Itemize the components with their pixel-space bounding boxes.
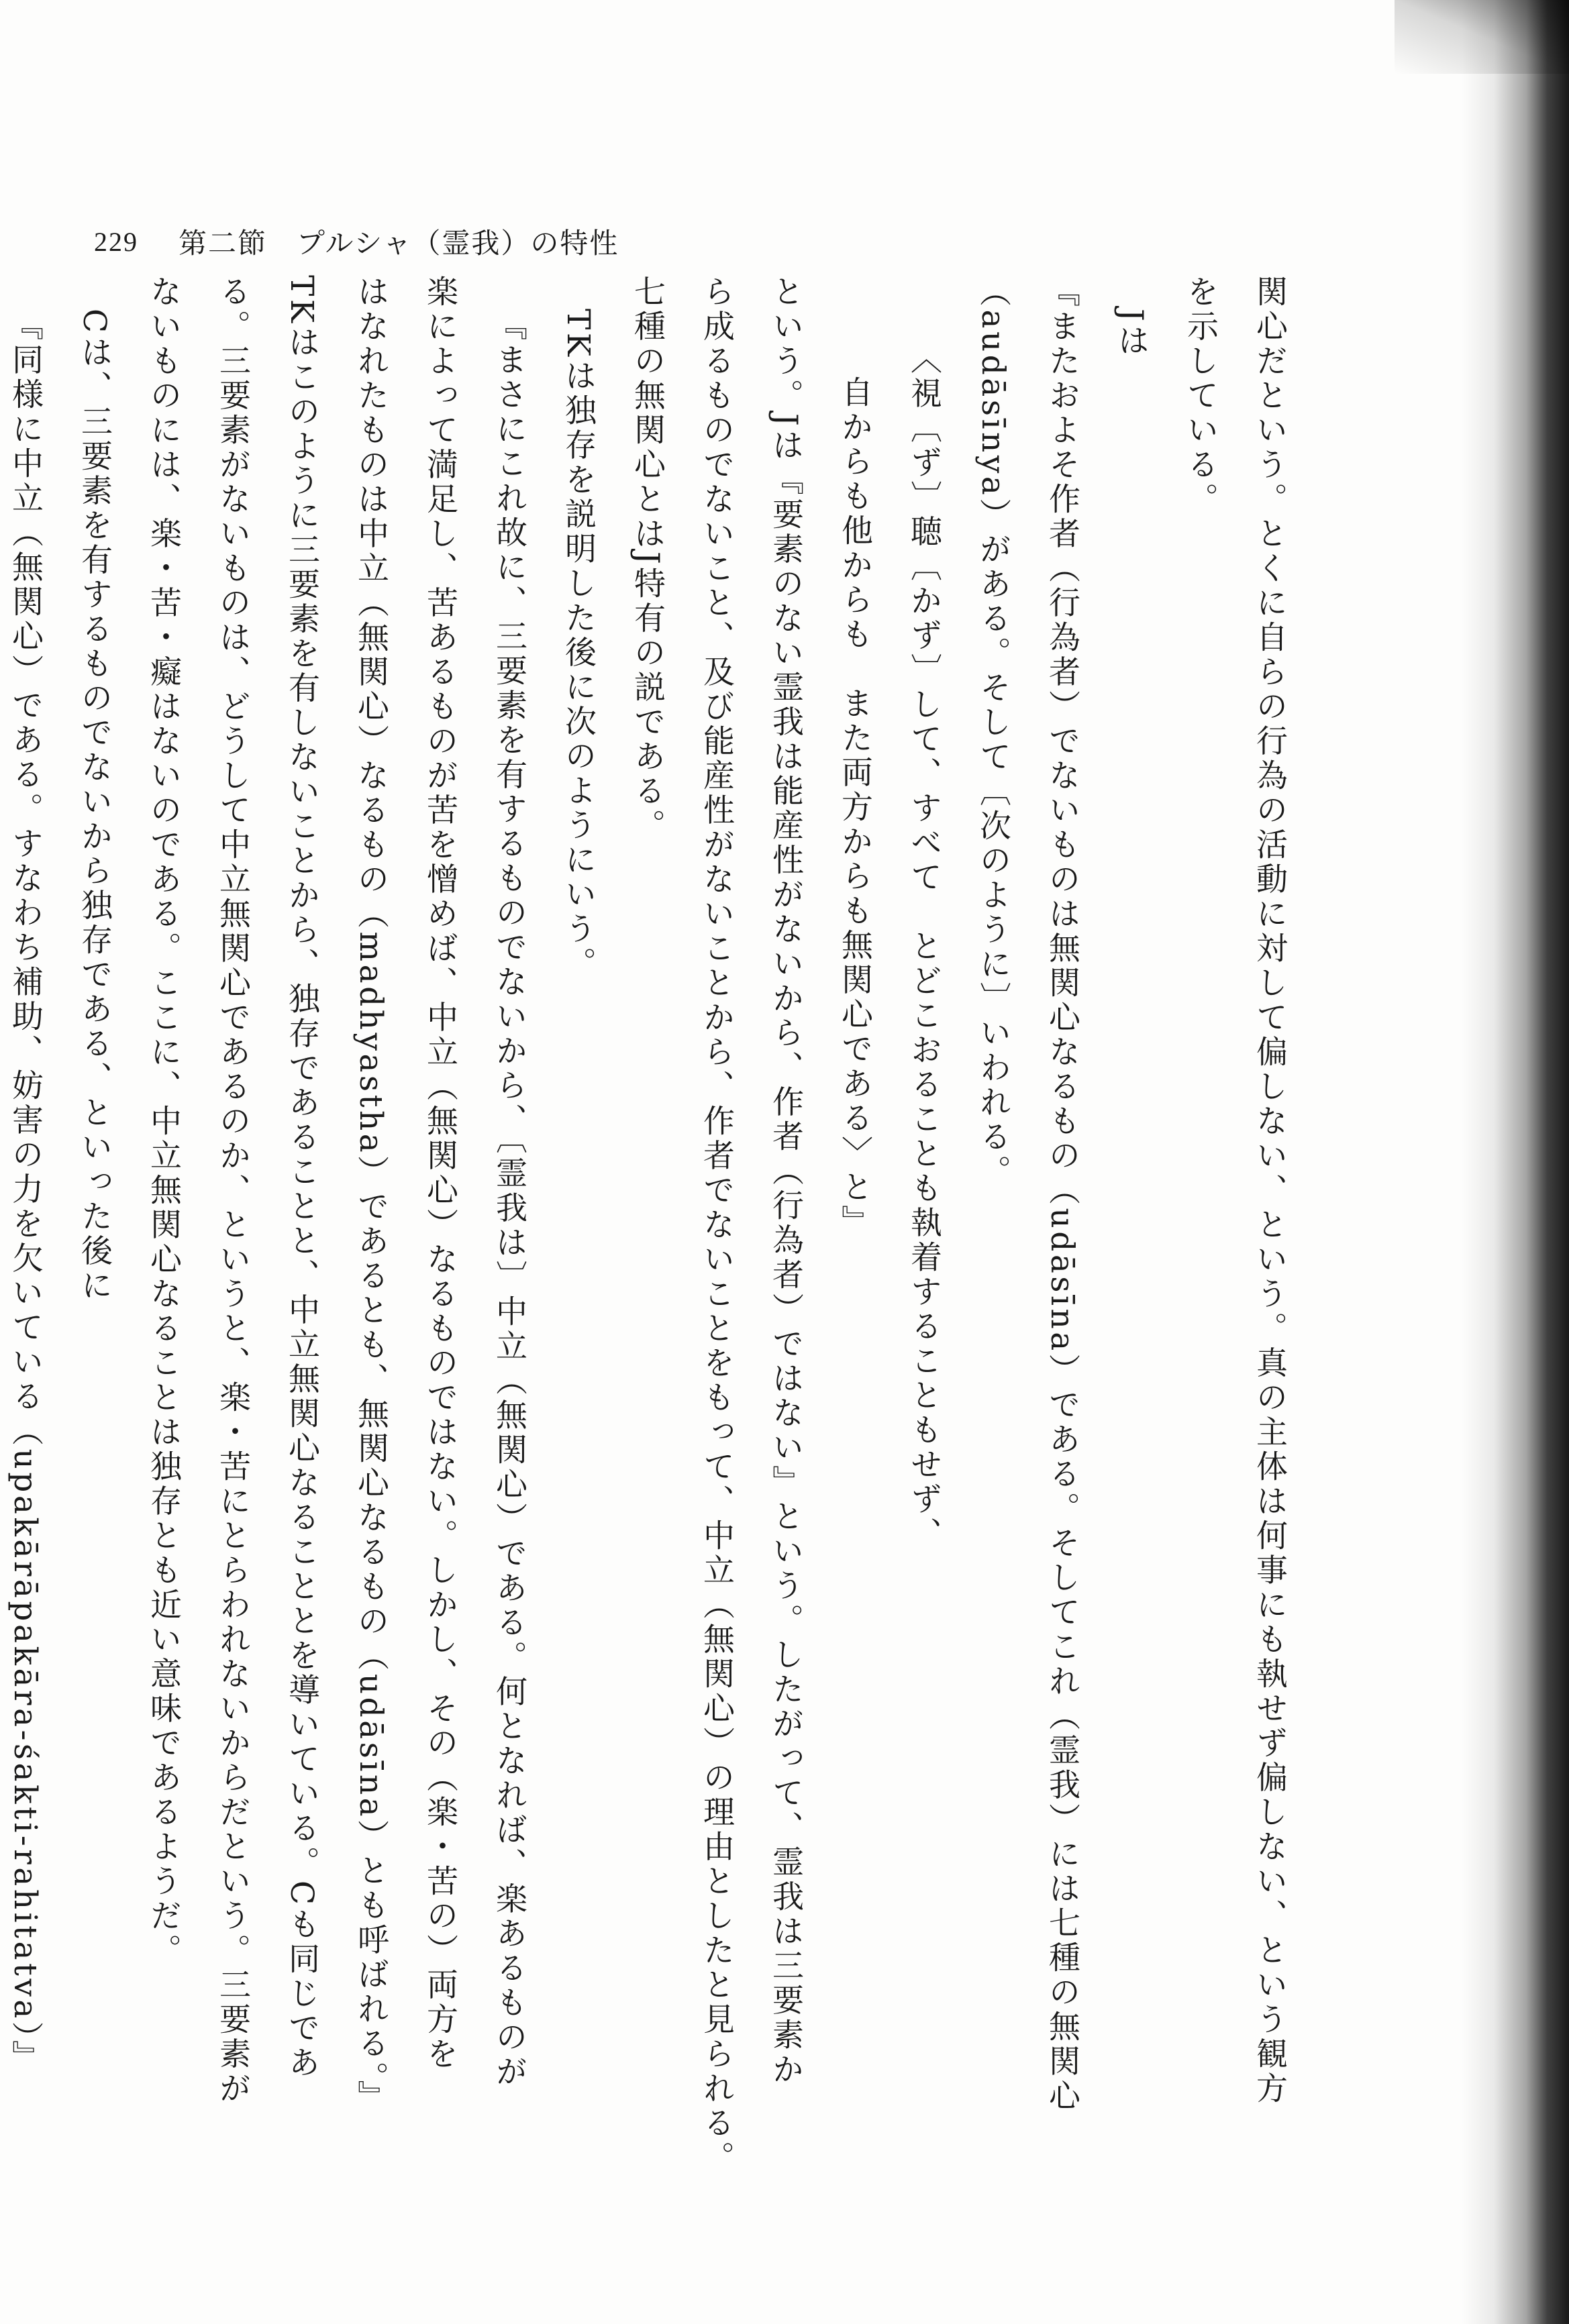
vertical-text-body bbox=[0, 275, 1304, 2176]
page-number: 229 bbox=[94, 226, 138, 257]
text-line: 七種の無関心とはJ特有の説である。 bbox=[629, 275, 666, 844]
text-line: 楽によって満足し、苦あるものが苦を憎めば、中立（無関心）なるものではない。しかし、その（楽・苦の）両方を bbox=[421, 275, 458, 2072]
text-line: を示している。 bbox=[1182, 275, 1219, 517]
text-line: 『同様に中立（無関心）である。すなわち補助、妨害の力を欠いている（upakārāpakāra-śakti-rahitatva）』 bbox=[7, 309, 44, 2075]
scan-binding-shadow bbox=[1462, 0, 1569, 2324]
text-line: ないものには、楽・苦・癡はないのである。ここに、中立無関心なることは独存とも近い意味であるようだ。 bbox=[145, 275, 182, 1968]
text-line: TKはこのように三要素を有しないことから、独存であることと、中立無関心なることとを導いている。Cも同じであ bbox=[283, 275, 320, 2080]
text-line: ら成るものでないこと、及び能産性がないことから、作者でないことをもって、中立（無関心）の理由としたと見られる。 bbox=[698, 275, 735, 2176]
text-line: という。Jは『要素のない霊我は能産性がないから、作者（行為者）ではない』という。したがって、霊我は三要素か bbox=[767, 275, 804, 2088]
running-header bbox=[94, 221, 619, 262]
text-line: Cは、三要素を有するものでないから独存である、といった後に bbox=[76, 309, 113, 1304]
text-line: はなれたものは中立（無関心）なるもの（madhyastha）であるとも、無関心なるもの（udāsīna）とも呼ばれる。』 bbox=[352, 275, 389, 2115]
text-line: 関心だという。とくに自らの行為の活動に対して偏しない、という。真の主体は何事にも執せず偏しない、という観方 bbox=[1251, 275, 1288, 2107]
section-title: 第二節 プルシャ（霊我）の特性 bbox=[179, 227, 619, 260]
text-line: （audāsīnya）がある。そして〔次のように〕いわれる。 bbox=[974, 275, 1011, 1190]
text-line: 自からも他からも また両方からも無関心である〉と』 bbox=[836, 376, 873, 1240]
text-line: る。三要素がないものは、どうして中立無関心であるのか、というと、楽・苦にとらわれないからだという。三要素が bbox=[214, 275, 251, 2107]
text-line: 『まさにこれ故に、三要素を有するものでないから、〔霊我は〕中立（無関心）である。何となれば、楽あるものが bbox=[491, 309, 527, 2090]
text-line: TKは独存を説明した後に次のようにいう。 bbox=[560, 309, 597, 982]
text-line: 『またおよそ作者（行為者）でないものは無関心なるもの（udāsīna）である。そしてこれ（霊我）には七種の無関心 bbox=[1044, 275, 1080, 2114]
text-line: 〈視〔ず〕聴〔かず〕して、すべて とどこおることも執着することもせず、 bbox=[905, 342, 942, 1552]
text-line: Jは bbox=[1113, 309, 1150, 359]
